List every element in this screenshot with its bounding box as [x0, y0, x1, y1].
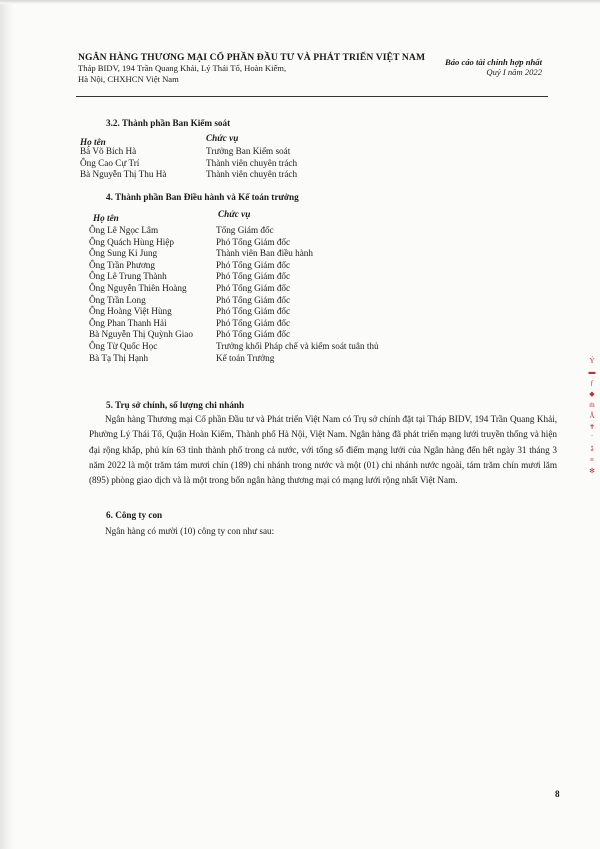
supervisory-list [80, 146, 410, 181]
member-name: Ông Cao Cự Trí [80, 157, 140, 168]
executive-list [89, 225, 469, 364]
member-position: Phó Tổng Giám đốc [216, 259, 291, 270]
member-position: Thành viên chuyên trách [206, 169, 298, 180]
header-left [78, 52, 438, 84]
list-item [89, 283, 469, 295]
list-item [80, 158, 410, 170]
report-title: Báo cáo tài chính hợp nhất [444, 57, 542, 67]
subsidiaries-paragraph [89, 524, 557, 539]
member-name: Ông Sung Ki Jung [89, 248, 158, 259]
subsidiaries-text: Ngân hàng có mười (10) công ty con như sau: [105, 526, 275, 536]
member-position: Trưởng khối Pháp chế và kiểm soát tuân thủ [216, 340, 379, 351]
scan-edge [0, 0, 14, 849]
member-position: Phó Tổng Giám đốc [216, 306, 291, 317]
member-name: Ông Hoàng Việt Hùng [89, 306, 172, 317]
address-line-1: Tháp BIDV, 194 Trần Quang Khải, Lý Thái Tổ, Hoàn Kiếm, [78, 63, 287, 73]
list-item [80, 146, 410, 158]
member-name: Bà Nguyễn Thị Quỳnh Giao [89, 329, 193, 340]
member-name: Bà Võ Bích Hà [80, 146, 137, 156]
list-item [89, 353, 469, 365]
supervisory-col-position: Chức vụ [206, 133, 239, 143]
member-position: Thành viên Ban điều hành [216, 248, 313, 259]
list-item [89, 329, 469, 341]
report-period: Quý I năm 2022 [486, 67, 542, 77]
headquarters-text: Ngân hàng Thương mại Cổ phần Đầu tư và Phát triển Việt Nam có Trụ sở chính đặt tại Tháp BIDV, 194 Trần Quang Khải, Phường Lý Thái Tổ, Quận Hoàn Kiếm, Thành phố Hà Nội, Việt Nam. Ngân hàng đã phát triển mạng lưới truyền thống và hiện đại rộng khắp, phủ kín 63 tỉnh thành phố trong cả nước, với tổng số điểm mạng lưới của Ngân hàng đến hết ngày 31 tháng 3 năm 2022 là một trăm tám mươi chín (189) chi nhánh trong nước và một (01) chi nhánh nước ngoài, tám trăm chín mươi lăm (895) phòng giao dịch và là một trong bốn ngân hàng thương mại có mạng lưới rộng nhất Việt Nam. [89, 414, 557, 486]
list-item [89, 295, 469, 307]
list-item [89, 271, 469, 283]
member-position: Phó Tổng Giám đốc [216, 236, 291, 247]
executive-heading: 4. Thành phần Ban Điều hành và Kế toán trưởng [106, 192, 299, 202]
member-position: Phó Tổng Giám đốc [216, 294, 291, 305]
list-item [89, 318, 469, 330]
margin-stamp-marks: Ý ▬ ƒ ◆ ṁ Ẫ ✝ ` ẳ ≡ ✻ [588, 357, 596, 475]
member-position: Thành viên chuyên trách [206, 157, 298, 168]
headquarters-heading: 5. Trụ sở chính, số lượng chi nhánh [106, 400, 245, 410]
member-name: Ông Trần Long [89, 294, 146, 305]
list-item [89, 306, 469, 318]
bank-name: NGÂN HÀNG THƯƠNG MẠI CỔ PHẦN ĐẦU TƯ VÀ PHÁT TRIỂN VIỆT NAM [78, 52, 426, 63]
list-item [80, 169, 410, 181]
member-name: Ông Nguyễn Thiên Hoàng [89, 282, 187, 293]
list-item [89, 341, 469, 353]
address-line-2: Hà Nội, CHXHCN Việt Nam [78, 73, 179, 84]
executive-col-name: Họ tên [93, 213, 119, 223]
member-name: Ông Từ Quốc Học [89, 340, 158, 351]
scan-edge-top [0, 0, 600, 4]
member-position: Phó Tổng Giám đốc [216, 271, 291, 282]
member-name: Ông Trần Phương [89, 259, 155, 270]
list-item [89, 248, 469, 260]
member-name: Ông Quách Hùng Hiệp [89, 236, 174, 247]
supervisory-col-name: Họ tên [80, 137, 106, 147]
page-number: 8 [555, 789, 560, 799]
member-position: Tổng Giám đốc [216, 225, 274, 235]
member-name: Bà Tạ Thị Hạnh [89, 352, 149, 363]
supervisory-heading: 3.2. Thành phần Ban Kiểm soát [106, 118, 231, 128]
executive-col-position: Chức vụ [218, 209, 251, 219]
subsidiaries-heading: 6. Công ty con [106, 510, 163, 520]
list-item [89, 225, 469, 237]
list-item [89, 260, 469, 272]
member-name: Ông Lê Ngọc Lâm [89, 225, 159, 235]
header-right [445, 57, 542, 77]
member-name: Ông Lê Trung Thành [89, 271, 167, 282]
list-item [89, 237, 469, 249]
headquarters-paragraph [89, 412, 557, 488]
header-rule [76, 96, 548, 97]
member-position: Phó Tổng Giám đốc [216, 317, 291, 328]
member-position: Kế toán Trưởng [216, 352, 275, 363]
member-position: Trưởng Ban Kiểm soát [206, 146, 291, 156]
member-position: Phó Tổng Giám đốc [216, 282, 291, 293]
member-position: Phó Tổng Giám đốc [216, 329, 291, 340]
member-name: Ông Phan Thanh Hải [89, 317, 167, 328]
member-name: Bà Nguyễn Thị Thu Hà [80, 169, 167, 180]
